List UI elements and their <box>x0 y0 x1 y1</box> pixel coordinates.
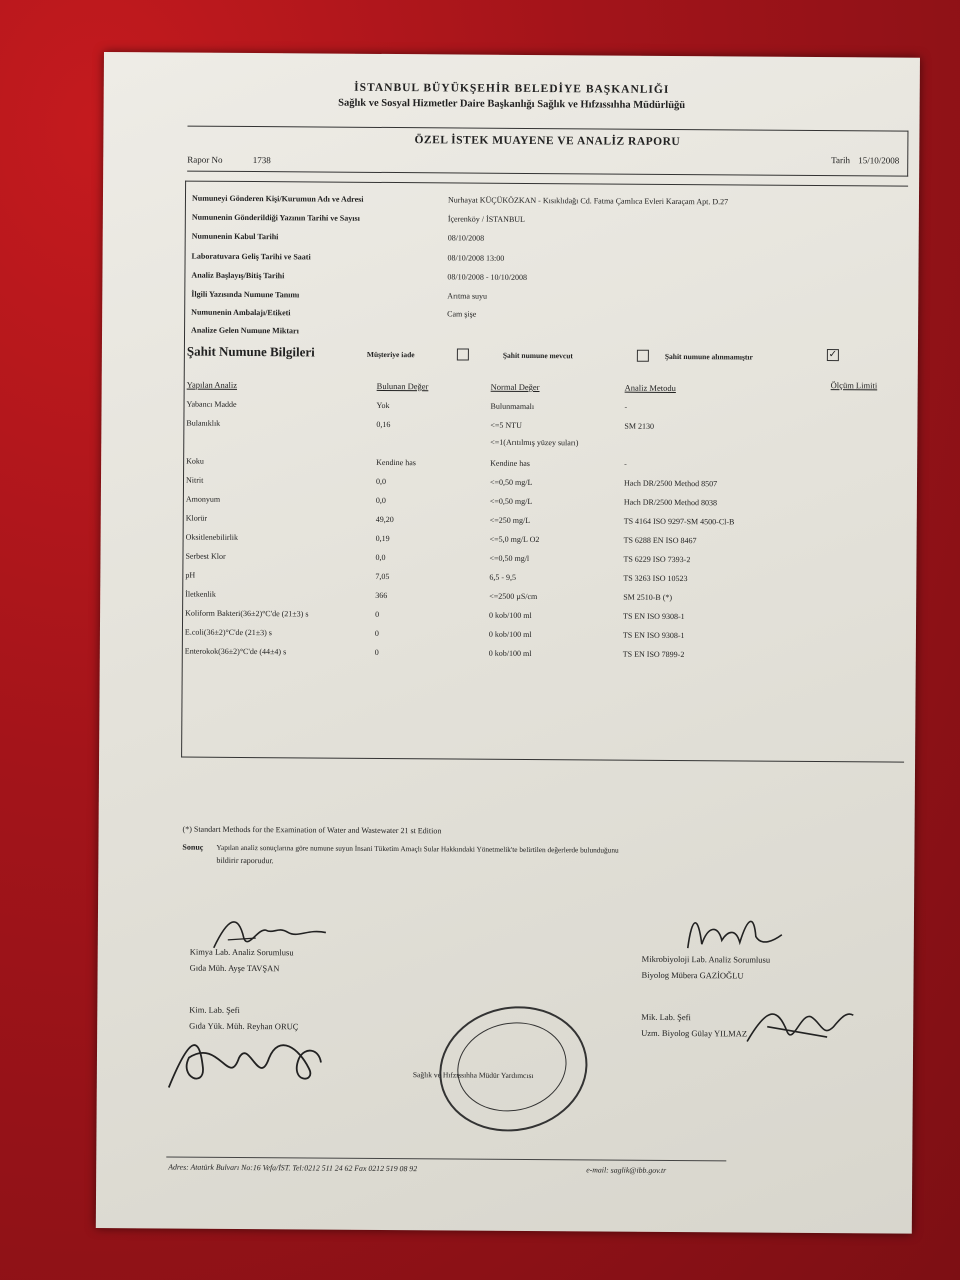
table-cell-normal: 6,5 - 9,5 <box>489 572 517 582</box>
table-cell-found: 0,0 <box>375 552 386 562</box>
table-cell-method: - <box>624 402 628 412</box>
info-value: Cam şişe <box>447 309 477 319</box>
table-cell-method: TS 4164 ISO 9297-SM 4500-Cl-B <box>623 516 735 527</box>
table-cell-found: 49,20 <box>375 514 394 525</box>
table-cell-normal: <=0,50 mg/l <box>489 553 530 563</box>
table-cell-method: - <box>624 459 627 469</box>
column-header-normal: Normal Değer <box>490 381 540 393</box>
table-cell-analysis: Oksitlenebilirlik <box>185 532 239 542</box>
table-cell-normal: 0 kob/100 ml <box>489 610 532 620</box>
column-header-found: Bulunan Değer <box>376 380 429 392</box>
witness-option-not-taken: Şahit numune alınmamıştır <box>664 351 753 362</box>
table-cell-found: 0 <box>374 647 379 657</box>
column-header-analysis: Yapılan Analiz <box>186 379 238 390</box>
signature-name-chemistry-chief: Gıda Yük. Müh. Reyhan ORUÇ <box>189 1020 299 1032</box>
checkbox-available <box>637 350 649 362</box>
column-header-limit: Ölçüm Limiti <box>830 380 878 391</box>
table-cell-normal: <=2500 µS/cm <box>489 591 538 602</box>
result-text: Yapılan analiz sonuçlarına göre numune suyun İnsani Tüketim Amaçlı Sular Hakkındaki Yönetmelik'te belirtilen değerlerde bulunduğunu <box>216 842 619 855</box>
report-date-value: 15/10/2008 <box>858 155 900 166</box>
table-cell-found: 0 <box>375 609 380 619</box>
table-cell-analysis: Bulanıklık <box>186 418 221 428</box>
report-number <box>187 155 271 166</box>
table-cell-found: 0,0 <box>375 476 387 486</box>
table-cell-normal: Bulunmamalı <box>490 401 535 412</box>
table-cell-analysis: E.coli(36±2)°C'de (21±3) s <box>184 627 272 638</box>
table-cell-method: SM 2510-B (*) <box>623 592 673 602</box>
result-label: Sonuç <box>182 842 204 852</box>
signature-role-microbiology-analyst: Mikrobiyoloji Lab. Analiz Sorumlusu <box>641 953 771 965</box>
signature-microbiology-chief <box>737 996 857 1052</box>
result-text-continued: bildirir raporudur. <box>216 855 274 866</box>
table-cell-method: TS 6288 EN ISO 8467 <box>623 535 697 546</box>
info-value: 08/10/2008 13:00 <box>447 253 505 263</box>
footer-divider <box>166 1156 726 1161</box>
table-cell-normal: <=5 NTU <box>490 420 522 430</box>
table-cell-method: TS EN ISO 9308-1 <box>623 611 685 622</box>
info-label: Numuneyi Gönderen Kişi/Kurumun Adı ve Adresi <box>191 193 364 204</box>
info-value: 08/10/2008 <box>447 233 485 243</box>
table-cell-found: 0,19 <box>375 533 390 544</box>
report-date <box>831 155 899 165</box>
signature-role-microbiology-chief: Mik. Lab. Şefi <box>641 1011 691 1023</box>
footer-email: e-mail: saglik@ibb.gov.tr <box>586 1165 667 1175</box>
report-number-label: Rapor No <box>187 154 223 165</box>
info-label: Laboratuvara Geliş Tarihi ve Saati <box>191 251 311 262</box>
table-cell-normal: 0 kob/100 ml <box>488 629 532 639</box>
table-cell-normal: Kendine has <box>490 458 530 468</box>
info-value: Nurhayat KÜÇÜKÖZKAN - Kısıklıdağı Cd. Fatma Çamlıca Evleri Karaçam Apt. D.27 <box>447 195 729 207</box>
table-cell-analysis: pH <box>185 570 196 580</box>
info-value: İçerenköy / İSTANBUL <box>447 214 525 224</box>
table-cell-analysis: İletkenlik <box>185 589 216 599</box>
table-cell-analysis: Klorür <box>185 513 208 523</box>
report-paper <box>96 52 920 1234</box>
info-label: Numunenin Kabul Tarihi <box>191 231 279 242</box>
table-cell-method: SM 2130 <box>624 421 654 431</box>
table-cell-normal: <=1(Arıtılmış yüzey suları) <box>490 437 579 448</box>
report-date-label: Tarih <box>831 155 851 166</box>
table-cell-method: TS 6229 ISO 7393-2 <box>623 554 691 565</box>
table-cell-found: 366 <box>375 590 388 600</box>
info-label: İlgili Yazısında Numune Tanımı <box>191 289 300 300</box>
header-department: Sağlık ve Sosyal Hizmetler Daire Başkanlığı Sağlık ve Hıfzıssıhha Müdürlüğü <box>338 97 686 112</box>
witness-sample-title: Şahit Numune Bilgileri <box>186 343 315 360</box>
deputy-director-title: Sağlık ve Hıfzıssıhha Müdür Yardımcısı <box>412 1070 534 1081</box>
info-table <box>181 181 908 763</box>
info-label: Analize Gelen Numune Miktarı <box>191 325 299 336</box>
table-cell-analysis: Nitrit <box>185 475 204 485</box>
title-box <box>187 126 908 177</box>
table-cell-normal: 0 kob/100 ml <box>488 648 532 658</box>
info-value: 08/10/2008 - 10/10/2008 <box>447 272 528 282</box>
signature-name-chemistry-analyst: Gıda Müh. Ayşe TAVŞAN <box>189 962 280 974</box>
table-cell-analysis: Serbest Klor <box>185 551 226 561</box>
witness-option-return: Müşteriye iade <box>366 349 415 360</box>
footnote: (*) Standart Methods for the Examination of Water and Wastewater 21 st Edition <box>182 824 442 836</box>
header-municipality: İSTANBUL BÜYÜKŞEHİR BELEDİYE BAŞKANLIĞI <box>354 81 670 96</box>
table-cell-found: 7,05 <box>375 571 390 582</box>
signature-role-chemistry-chief: Kim. Lab. Şefi <box>189 1004 240 1015</box>
table-cell-analysis: Amonyum <box>185 494 221 504</box>
info-label: Numunenin Gönderildiği Yazının Tarihi ve Sayısı <box>191 212 360 223</box>
table-cell-method: Hach DR/2500 Method 8507 <box>623 478 718 489</box>
signature-name-microbiology-chief: Uzm. Biyolog Gülay YILMAZ <box>641 1027 748 1039</box>
table-cell-normal: <=0,50 mg/L <box>489 496 533 507</box>
table-cell-analysis: Koku <box>186 456 204 466</box>
report-title: ÖZEL İSTEK MUAYENE VE ANALİZ RAPORU <box>414 134 681 149</box>
checkbox-not-taken-checked: ✓ <box>828 349 838 361</box>
signature-role-chemistry-analyst: Kimya Lab. Analiz Sorumlusu <box>189 946 294 958</box>
table-cell-method: TS 3263 ISO 10523 <box>623 573 688 584</box>
checkbox-return <box>457 348 469 360</box>
table-cell-analysis: Enterokok(36±2)°C'de (44±4) s <box>184 646 287 657</box>
table-cell-method: TS EN ISO 9308-1 <box>622 630 685 641</box>
table-cell-found: 0,0 <box>375 495 386 505</box>
table-cell-found: Yok <box>376 400 390 411</box>
table-cell-normal: <=250 mg/L <box>489 515 531 525</box>
info-label: Analiz Başlayış/Bitiş Tarihi <box>191 270 285 281</box>
info-value: Arıtma suyu <box>447 291 488 301</box>
signature-name-microbiology-analyst: Biyolog Mübera GAZİOĞLU <box>641 969 744 981</box>
table-cell-found: 0,16 <box>376 419 391 430</box>
table-cell-normal: <=0,50 mg/L <box>489 477 533 488</box>
report-number-value: 1738 <box>252 155 271 166</box>
table-cell-found: 0 <box>374 628 379 638</box>
footer-address: Adres: Atatürk Bulvarı No:16 Vefa/İST. Tel:0212 511 24 62 Fax 0212 519 08 92 <box>168 1162 418 1174</box>
table-cell-found: Kendine has <box>376 457 416 468</box>
column-header-method: Analiz Metodu <box>624 382 676 394</box>
table-cell-method: TS EN ISO 7899-2 <box>622 649 685 660</box>
table-cell-method: Hach DR/2500 Method 8038 <box>623 497 718 508</box>
witness-option-available: Şahit numune mevcut <box>502 350 573 361</box>
signature-chemistry-chief <box>159 1027 329 1098</box>
table-cell-analysis: Yabancı Madde <box>186 399 237 409</box>
signature-microbiology-analyst <box>678 906 788 957</box>
table-cell-analysis: Koliform Bakteri(36±2)°C'de (21±3) s <box>185 608 309 619</box>
info-label: Numunenin Ambalajı/Etiketi <box>191 307 291 318</box>
table-cell-normal: <=5,0 mg/L O2 <box>489 534 540 545</box>
